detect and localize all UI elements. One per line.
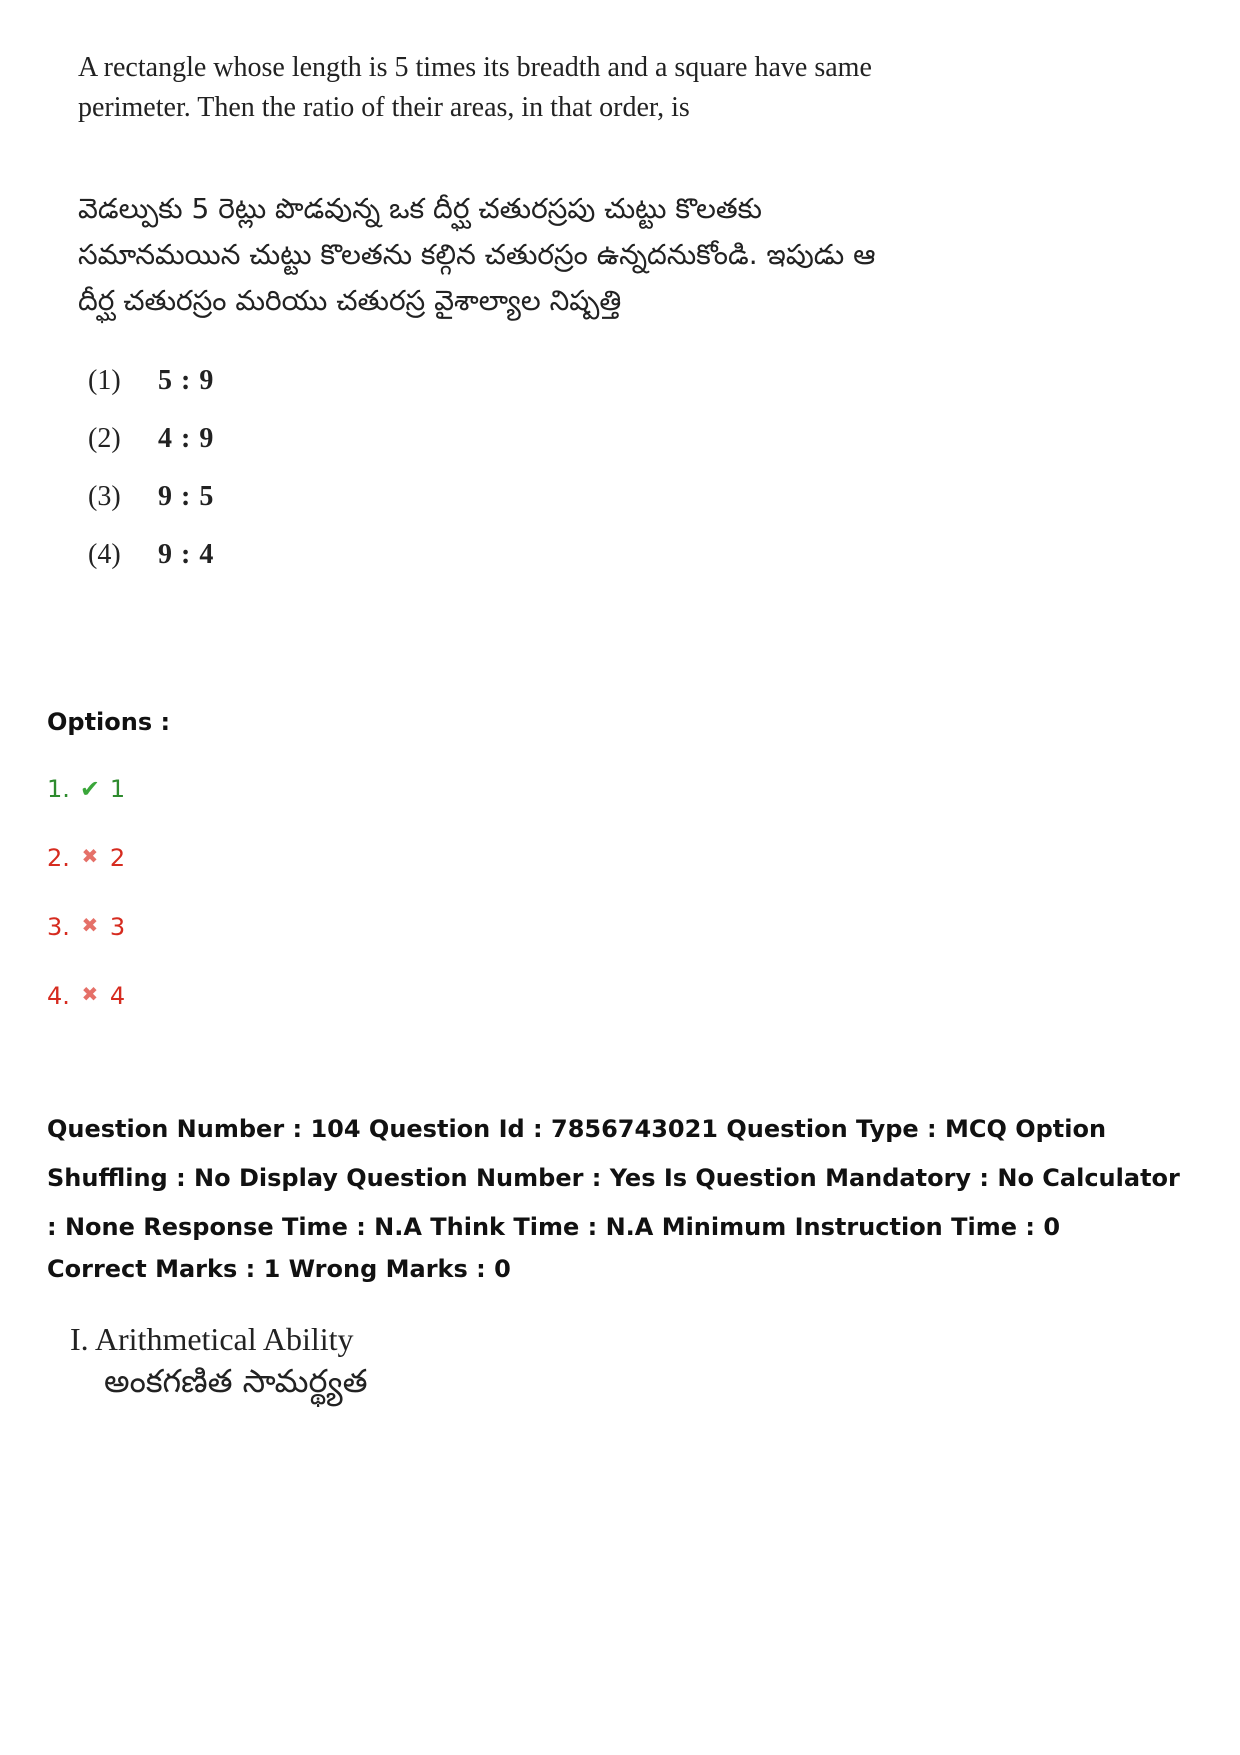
- question-metadata: Question Number : 104 Question Id : 7856743021 Question Type : MCQ Option Shuffling : No Display Question Number : Yes Is Question Mandatory : No Calculator : None Response Time : N.A Think Time : N.A Minimum Instruction Time : 0: [47, 1115, 1180, 1241]
- option-prefix: 4.: [47, 982, 70, 1010]
- section-title-english: I. Arithmetical Ability: [70, 1321, 354, 1357]
- option-3: [47, 913, 125, 982]
- choice-value: 4 : 9: [158, 423, 215, 454]
- option-label: 4: [109, 982, 126, 1010]
- option-4: [47, 982, 125, 1051]
- choice-number: (4): [88, 539, 121, 570]
- cross-icon: ✖: [81, 982, 99, 1006]
- option-label: 3: [109, 913, 126, 941]
- choice-number: (1): [88, 365, 121, 396]
- option-label: 2: [109, 844, 126, 872]
- question-text-telugu: వెడల్పుకు 5 రెట్లు పొడవున్న ఒక దీర్ఘ చతురస్రపు చుట్టు కొలతకు సమానమయిన చుట్టు కొలతను కల్గిన చతురస్రం ఉన్నదనుకోండి. ఇపుడు ఆ దీర్ఘ చతురస్రం మరియు చతురస్ర వైశాల్యాల నిష్పత్తి: [78, 192, 876, 317]
- cross-icon: ✖: [81, 913, 99, 937]
- choice-value: 9 : 5: [158, 481, 215, 512]
- option-2: [47, 844, 125, 913]
- choice-value: 9 : 4: [158, 539, 215, 570]
- option-label: 1: [109, 775, 126, 803]
- option-1: [47, 775, 125, 844]
- options-list: [47, 775, 125, 1051]
- choice-4: [88, 526, 214, 584]
- choice-1: [88, 352, 214, 410]
- section-title-telugu: అంకగణిత సామర్థ్యత: [104, 1362, 368, 1400]
- choice-value: 5 : 9: [158, 365, 215, 396]
- section-heading: [70, 1318, 368, 1402]
- options-heading: Options :: [47, 708, 171, 736]
- check-icon: ✔: [79, 775, 100, 803]
- choice-3: [88, 468, 214, 526]
- option-prefix: 2.: [47, 844, 70, 872]
- cross-icon: ✖: [81, 844, 99, 868]
- question-choices: [88, 352, 214, 584]
- choice-2: [88, 410, 214, 468]
- question-text-english: A rectangle whose length is 5 times its breadth and a square have same perimeter. Then the ratio of their areas, in that order, is: [78, 52, 872, 123]
- option-prefix: 3.: [47, 913, 70, 941]
- option-prefix: 1.: [47, 775, 70, 803]
- marks-info: Correct Marks : 1 Wrong Marks : 0: [47, 1255, 511, 1283]
- choice-number: (2): [88, 423, 121, 454]
- choice-number: (3): [88, 481, 121, 512]
